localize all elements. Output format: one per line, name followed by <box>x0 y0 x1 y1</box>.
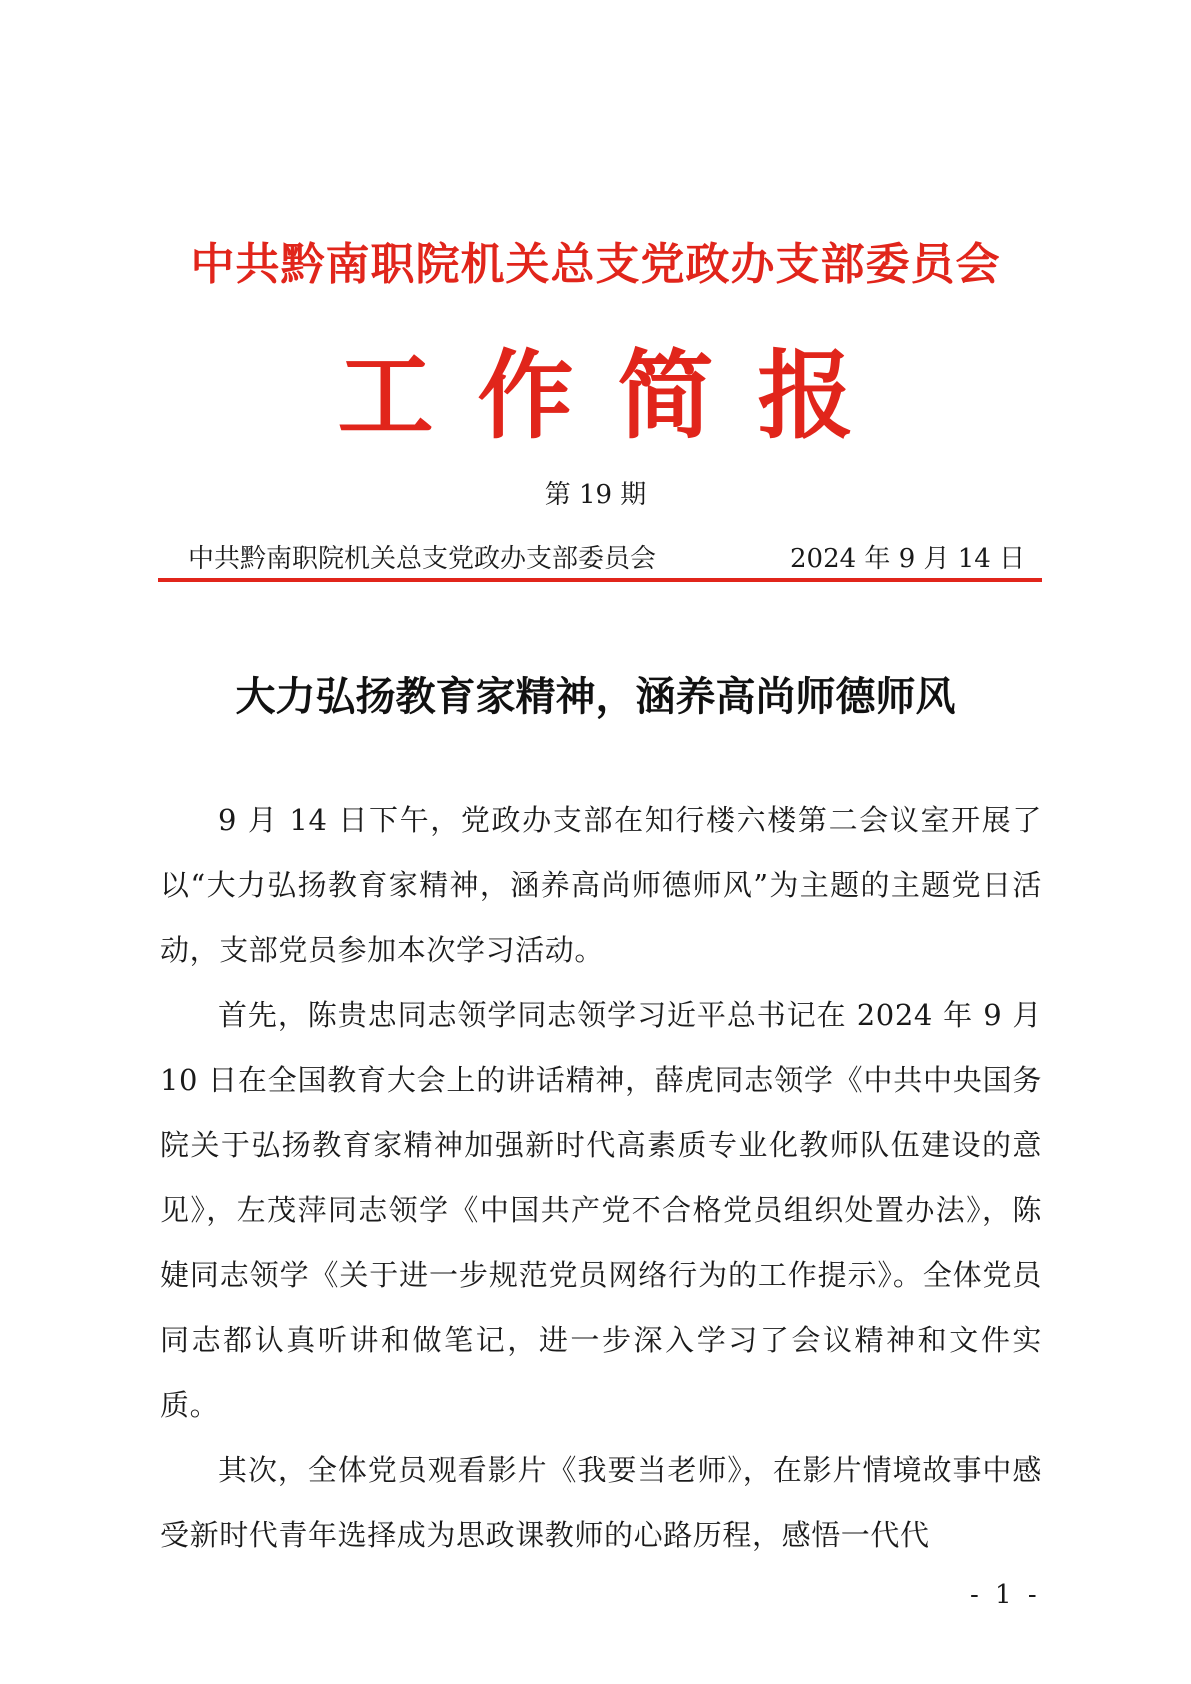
issue-number: 第 19 期 <box>544 480 647 510</box>
bulletin-title: 工作简报 <box>337 339 898 452</box>
article-paragraph: 9 月 14 日下午，党政办支部在知行楼六楼第二会议室开展了以“大力弘扬教育家精神，涵养高尚师德师风”为主题的主题党日活动，支部党员参加本次学习活动。 <box>160 803 1042 967</box>
article-paragraph: 首先，陈贵忠同志领学同志领学习近平总书记在 2024 年 9 月 10 日在全国教育大会上的讲话精神，薛虎同志领学《中共中央国务院关于弘扬教育家精神加强新时代高素质专业化教师队伍建设的意见》，左茂萍同志领学《中国共产党不合格党员组织处置办法》，陈婕同志领学《关于进一步规范党员网络行为的工作提示》。全体党员同志都认真听讲和做笔记，进一步深入学习了会议精神和文件实质。 <box>160 998 1042 1422</box>
page-number: - 1 - <box>970 1580 1041 1610</box>
issue-date: 2024 年 9 月 14 日 <box>790 544 1026 574</box>
organization-title: 中共黔南职院机关总支党政办支部委员会 <box>190 239 1001 290</box>
article-body <box>160 788 1042 1568</box>
article-title: 大力弘扬教育家精神，涵养高尚师德师风 <box>235 673 956 720</box>
issuer-name: 中共黔南职院机关总支党政办支部委员会 <box>188 544 657 574</box>
red-divider-line <box>158 578 1042 582</box>
article-paragraph: 其次，全体党员观看影片《我要当老师》，在影片情境故事中感受新时代青年选择成为思政课教师的心路历程，感悟一代代 <box>160 1453 1042 1552</box>
